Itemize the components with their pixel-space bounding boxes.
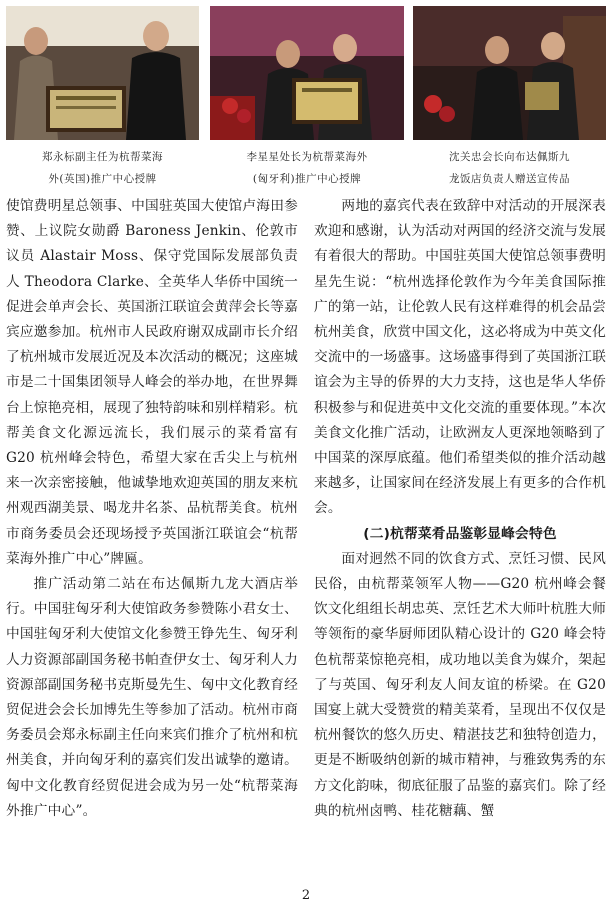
caption-line: 郑永标副主任为杭帮菜海 (42, 151, 163, 163)
right-column (314, 194, 606, 824)
photo-award-uk (6, 6, 199, 140)
caption-photo-2 (210, 146, 404, 190)
photo-gift-presentation (413, 6, 606, 140)
caption-line: 李星星处长为杭帮菜海外 (246, 151, 368, 163)
photo-award-hungary (210, 6, 404, 140)
caption-line: 沈关忠会长向布达佩斯九 (449, 151, 570, 163)
caption-photo-3 (413, 146, 606, 190)
paragraph: 推广活动第二站在布达佩斯九龙大酒店举行。中国驻匈牙利大使馆政务参赞陈小君女士、中国驻匈牙利大使馆文化参赞王铮先生、匈牙利人力资源部副国务秘书帕查伊女士、匈牙利人力资源部副国务秘书克斯曼先生、匈中文化教育经贸促进会会长加博先生等参加了活动。杭州市商务委员会郑永标副主任向来宾们推介了杭州和杭州美食，并向匈牙利的嘉宾们发出诚挚的邀请。匈中文化教育经贸促进会成为另一处“杭帮菜海外推广中心”。 (6, 576, 298, 819)
paragraph: 使馆费明星总领事、中国驻英国大使馆卢海田参赞、上议院女勋爵 Baroness Jenkin、伦敦市议员 Alastair Moss、保守党国际发展部负责人 Theodora Clarke、全英华人华侨中国统一促进会单声会长、英国浙江联谊会黄萍会长等嘉宾应邀参加。杭州市人民政府谢双成副市长介绍了杭州城市发展近况及本次活动的概况；这座城市是二十国集团领导人峰会的举办地，在世界舞台上惊艳亮相，展现了独特韵味和别样精彩。杭帮美食文化源远流长，我们展示的菜肴富有 G20 杭州峰会特色，希望大家在舌尖上与杭州来一次亲密接触，他诚挚地欢迎英国的朋友来杭州观西湖美景、喝龙井名茶、品杭帮美食。杭州市商务委员会还现场授予英国浙江联谊会“杭帮菜海外推广中心”牌匾。 (6, 198, 298, 567)
section-heading: (二)杭帮菜肴品鉴彰显峰会特色 (363, 525, 557, 542)
left-column (6, 194, 298, 824)
caption-photo-1 (6, 146, 199, 190)
page-number: 2 (301, 888, 311, 903)
paragraph: 面对迥然不同的饮食方式、烹饪习惯、民风民俗，由杭帮菜领军人物——G20 杭州峰会餐饮文化组组长胡忠英、烹饪艺术大师叶杭胜大师等领衔的豪华厨师团队精心设计的 G20 峰会特色杭帮菜惊艳亮相，成功地以美食为媒介，架起了与英国、匈牙利友人间友谊的桥梁。在 G20 国宴上就大受赞赏的精美菜肴，呈现出不仅仅是杭州餐饮的悠久历史、精湛技艺和独特创造力，更是不断吸纳创新的城市精神，与雅致隽秀的东方文化韵味，彻底征服了品鉴的嘉宾们。除了经典的杭州卤鸭、桂花糖藕、蟹 (314, 550, 606, 819)
caption-line: (匈牙利)推广中心授牌 (252, 173, 362, 185)
paragraph: 两地的嘉宾代表在致辞中对活动的开展深表欢迎和感谢，认为活动对两国的经济交流与发展有着很大的帮助。中国驻英国大使馆总领事费明星先生说：“杭州选择伦敦作为今年美食国际推广的第一站，让伦敦人民有这样难得的机会品尝杭州美食，欣赏中国文化，这必将成为中英文化交流中的一场盛事。这场盛事得到了英国浙江联谊会为主导的侨界的大力支持，这也是华人华侨积极参与和促进英中文化交流的重要体现。”本次美食文化推广活动，让欧洲友人更深地领略到了中国菜的深厚底蕴。他们希望类似的推介活动越来越多，让国家间在经济发展上有更多的合作机会。 (314, 198, 606, 517)
caption-line: 龙饭店负责人赠送宣传品 (449, 173, 570, 185)
caption-line: 外(英国)推广中心授牌 (48, 173, 157, 185)
